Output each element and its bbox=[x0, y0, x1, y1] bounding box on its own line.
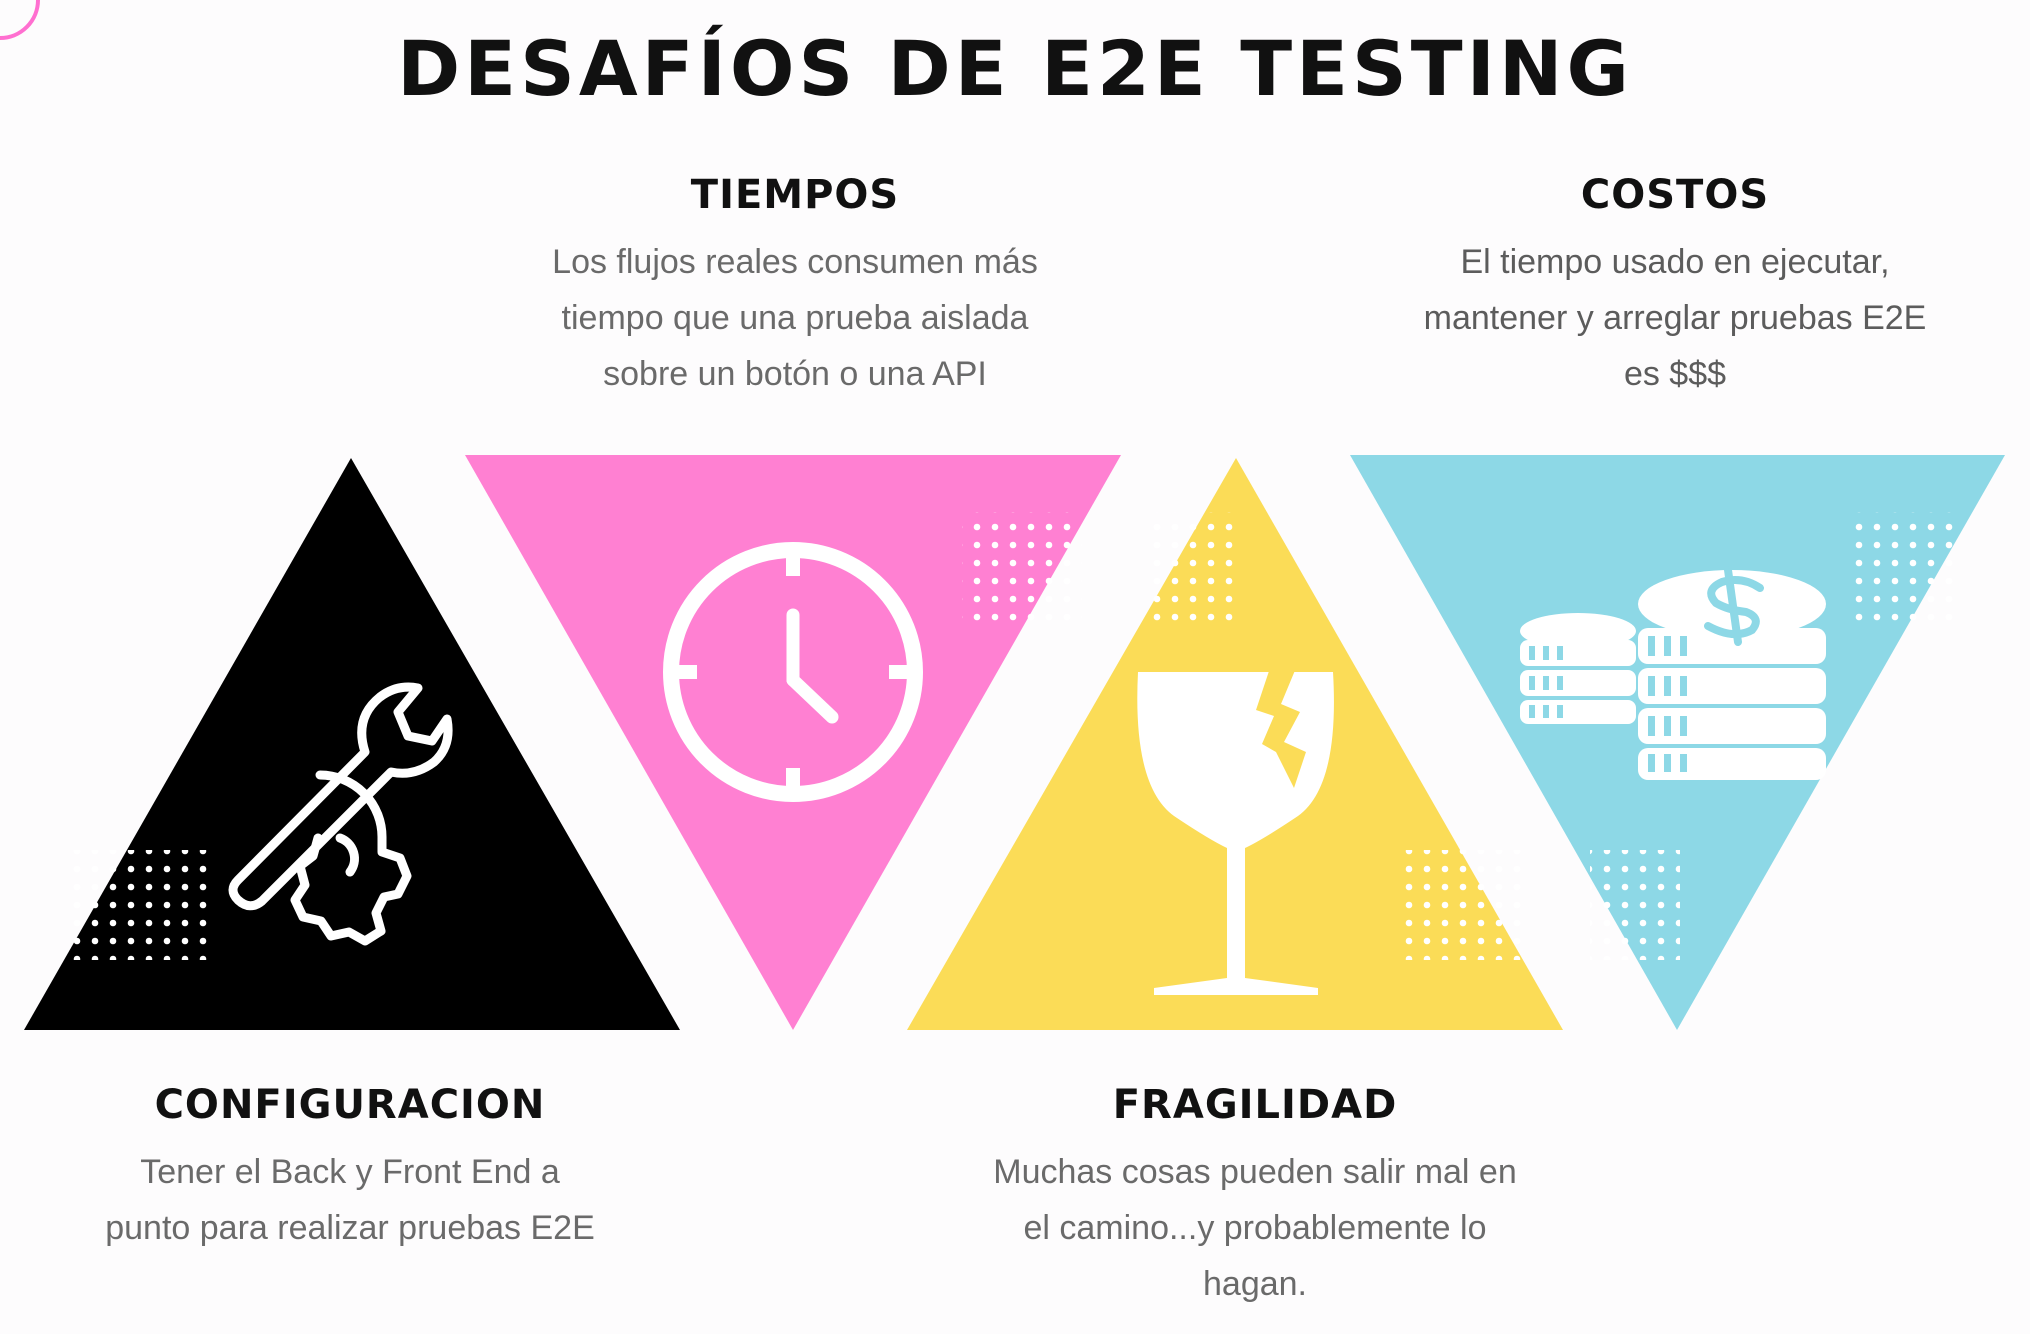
tiempos-line-3: sobre un botón o una API bbox=[603, 355, 987, 393]
costos-line-2: mantener y arreglar pruebas E2E bbox=[1423, 299, 1927, 337]
configuracion-line-1: Tener el Back y Front End a bbox=[140, 1153, 560, 1191]
dots-pattern-costos-bottom bbox=[1590, 850, 1680, 960]
fragilidad-heading: FRAGILIDAD bbox=[1112, 1082, 1398, 1128]
fragilidad-line-2: el camino...y probablemente lo bbox=[1023, 1209, 1487, 1247]
fragilidad-line-1: Muchas cosas pueden salir mal en bbox=[993, 1153, 1517, 1191]
costos-heading: COSTOS bbox=[1580, 172, 1770, 218]
tiempos-line-2: tiempo que una prueba aislada bbox=[561, 299, 1029, 337]
tiempos-line-1: Los flujos reales consumen más bbox=[552, 243, 1038, 281]
tiempos-heading: TIEMPOS bbox=[690, 172, 900, 218]
fragilidad-line-3: hagan. bbox=[1203, 1265, 1307, 1303]
configuracion-line-2: punto para realizar pruebas E2E bbox=[105, 1209, 595, 1247]
configuracion-heading: CONFIGURACION bbox=[154, 1082, 546, 1128]
page-title: DESAFÍOS DE E2E TESTING bbox=[397, 24, 1633, 113]
dots-pattern-configuracion bbox=[68, 850, 208, 960]
dots-pattern-tiempos bbox=[962, 512, 1082, 622]
dots-pattern-fragilidad-bottom bbox=[1402, 850, 1522, 960]
costos-line-3: es $$$ bbox=[1623, 355, 1727, 393]
dots-pattern-costos-top bbox=[1845, 512, 1955, 622]
dots-pattern-fragilidad-top bbox=[1148, 512, 1238, 622]
costos-line-1: El tiempo usado en ejecutar, bbox=[1460, 243, 1890, 281]
